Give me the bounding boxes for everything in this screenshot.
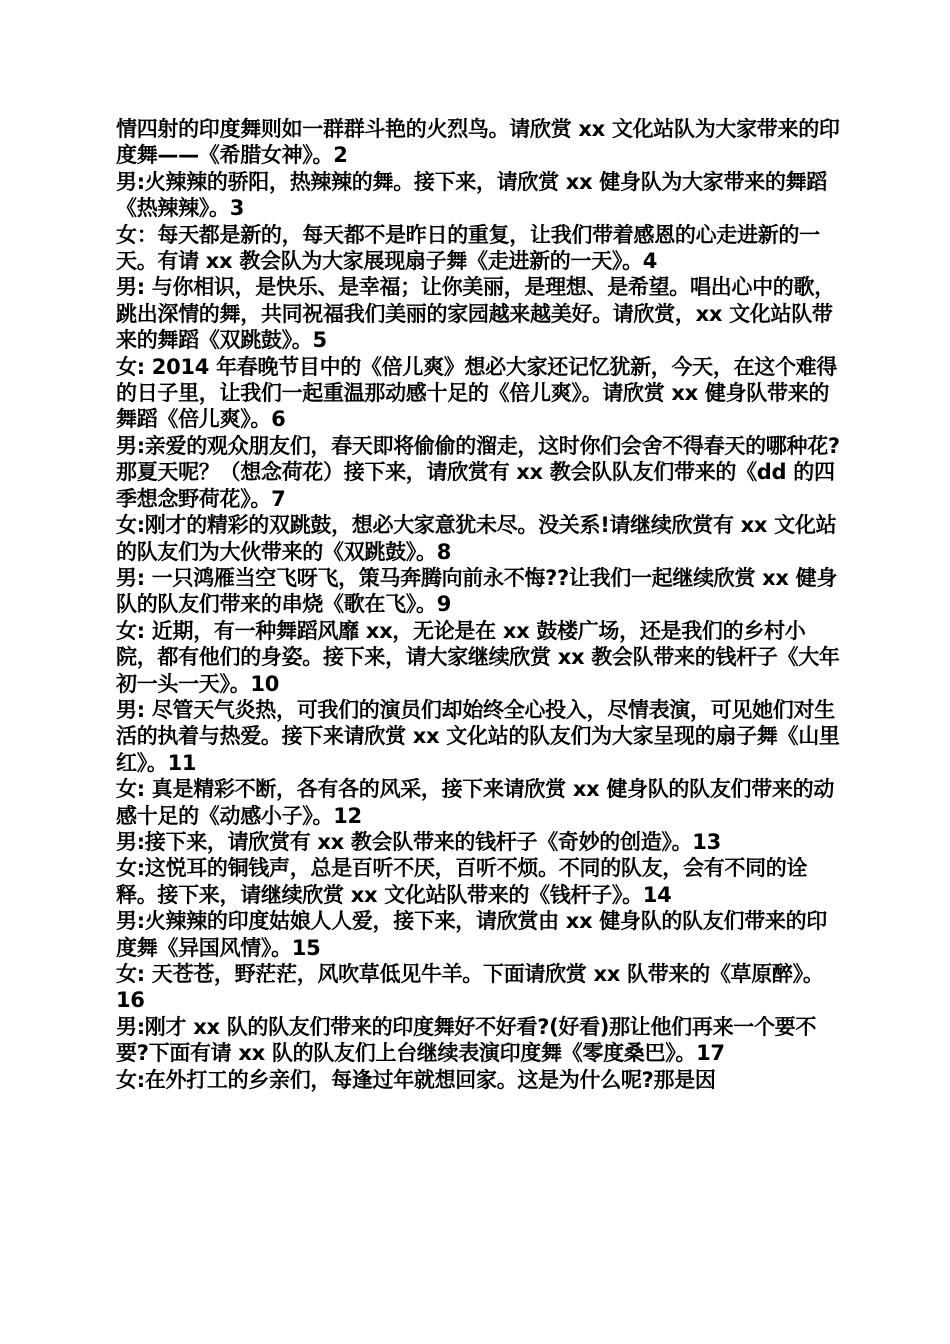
paragraph: 女: 2014 年春晚节目中的《倍儿爽》想必大家还记忆犹新，今天，在这个难得的日子里，让我们一起重温那动感十足的《倍儿爽》。请欣赏 xx 健身队带来的舞蹈《倍儿爽》。6 xyxy=(116,354,838,432)
paragraph: 男:亲爱的观众朋友们，春天即将偷偷的溜走，这时你们会舍不得春天的哪种花?那夏天呢？（想念荷花）接下来，请欣赏有 xx 教会队队友们带来的《dd 的四季想念野荷花》。7 xyxy=(116,433,840,511)
paragraph: 女:在外打工的乡亲们，每逢过年就想回家。这是为什么呢?那是因 xyxy=(116,1067,716,1092)
paragraph: 情四射的印度舞则如一群群斗艳的火烈鸟。请欣赏 xx 文化站队为大家带来的印度舞——《希腊女神》。2 xyxy=(116,117,840,168)
paragraph: 女:刚才的精彩的双跳鼓，想必大家意犹未尽。没关系!请继续欣赏有 xx 文化站的队友们为大伙带来的《双跳鼓》。8 xyxy=(116,513,837,564)
paragraph: 女: 近期，有一种舞蹈风靡 xx，无论是在 xx 鼓楼广场，还是我们的乡村小院，都有他们的身姿。接下来，请大家继续欣赏 xx 教会队带来的钱杆子《大年初一头一天》。10 xyxy=(116,618,840,696)
paragraph: 女：每天都是新的，每天都不是昨日的重复，让我们带着感恩的心走进新的一天。有请 xx 教会队为大家展现扇子舞《走进新的一天》。4 xyxy=(116,222,820,274)
paragraph: 男: 尽管天气炎热，可我们的演员们却始终全心投入，尽情表演，可见她们对生活的执着与热爱。接下来请欣赏 xx 文化站的队友们为大家呈现的扇子舞《山里红》。11 xyxy=(116,697,840,775)
paragraph: 男:火辣辣的印度姑娘人人爱，接下来，请欣赏由 xx 健身队的队友们带来的印度舞《异国风情》。15 xyxy=(116,909,828,960)
paragraph: 男:接下来，请欣赏有 xx 教会队带来的钱杆子《奇妙的创造》。13 xyxy=(116,829,721,854)
paragraph: 男: 一只鸿雁当空飞呀飞，策马奔腾向前永不悔??让我们一起继续欣赏 xx 健身队的队友们带来的串烧《歌在飞》。9 xyxy=(116,565,838,617)
paragraph: 女:这悦耳的铜钱声，总是百听不厌，百听不烦。不同的队友，会有不同的诠释。接下来，请继续欣赏 xx 文化站队带来的《钱杆子》。14 xyxy=(116,856,808,907)
paragraph: 男: 与你相识，是快乐、是幸福；让你美丽，是理想、是希望。唱出心中的歌，跳出深情的舞，共同祝福我们美丽的家园越来越美好。请欣赏，xx 文化站队带来的舞蹈《双跳鼓》。5 xyxy=(116,275,835,353)
paragraph: 男:刚才 xx 队的队友们带来的印度舞好不好看?(好看)那让他们再来一个要不要?下面有请 xx 队的队友们上台继续表演印度舞《零度桑巴》。17 xyxy=(116,1014,817,1066)
paragraph: 女: 真是精彩不断，各有各的风采，接下来请欣赏 xx 健身队的队友们带来的动感十足的《动感小子》。12 xyxy=(116,777,835,828)
body-text xyxy=(116,116,842,1093)
paragraph: 女: 天苍苍，野茫茫，风吹草低见牛羊。下面请欣赏 xx 队带来的《草原醉》。16 xyxy=(116,962,824,1013)
paragraph: 男:火辣辣的骄阳，热辣辣的舞。接下来，请欣赏 xx 健身队为大家带来的舞蹈《热辣辣》。3 xyxy=(116,169,828,221)
